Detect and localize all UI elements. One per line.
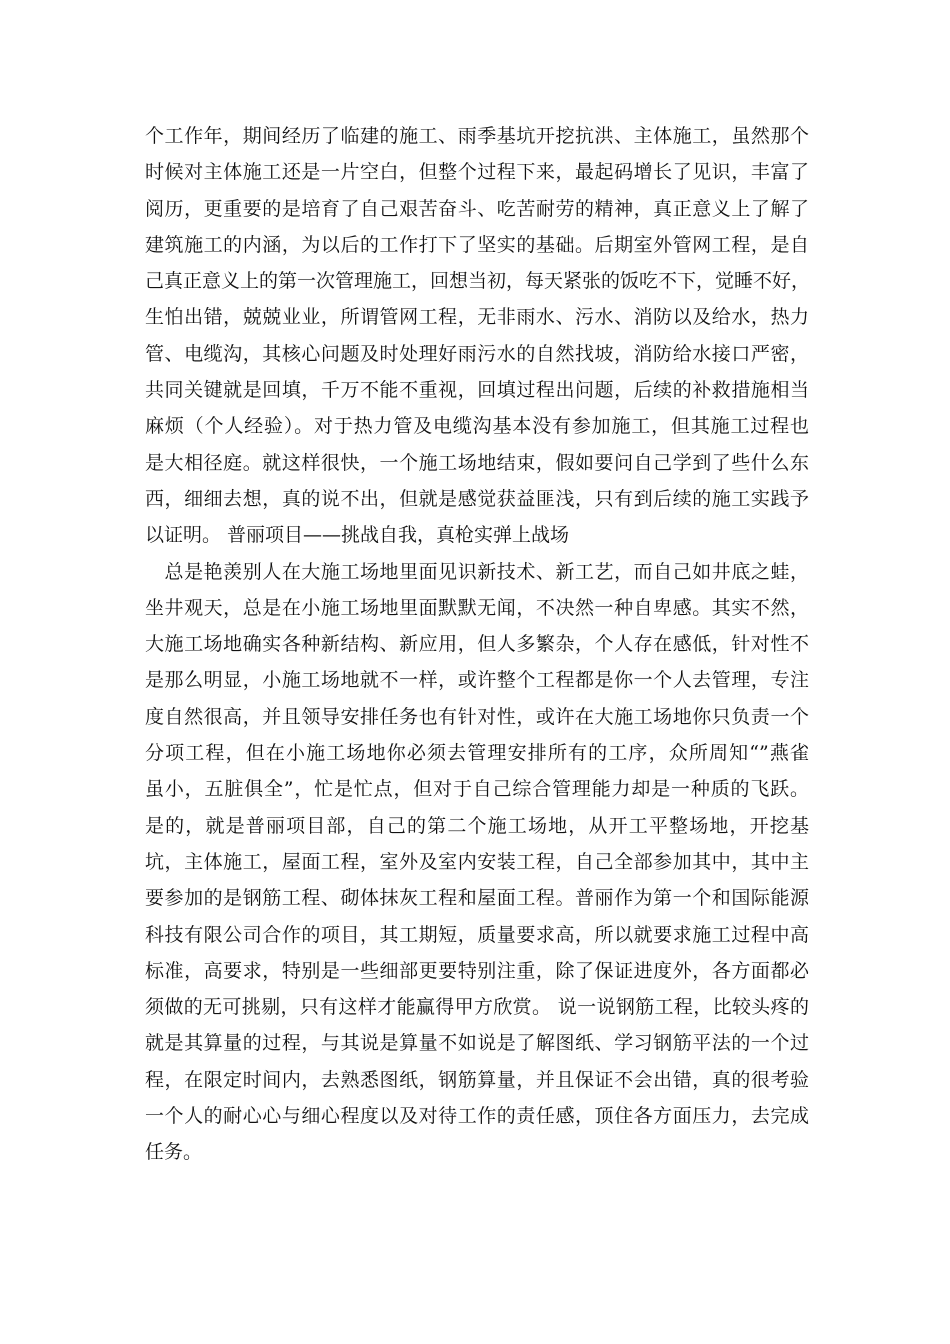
- text-line: 就是其算量的过程，与其说是算量不如说是了解图纸、学习钢筋平法的一个过: [145, 1032, 809, 1055]
- text-line: 须做的无可挑剔，只有这样才能赢得甲方欣赏。 说一说钢筋工程，比较头疼的: [145, 996, 809, 1019]
- text-line: 大施工场地确实各种新结构、新应用，但人多繁杂，个人存在感低，针对性不: [145, 633, 809, 656]
- text-line: 坐井观天，总是在小施工场地里面默默无闻，不决然一种自卑感。其实不然，: [145, 596, 809, 619]
- text-line: 是的，就是普丽项目部，自己的第二个施工场地，从开工平整场地，开挖基: [145, 814, 809, 837]
- text-line: 阅历，更重要的是培育了自己艰苦奋斗、吃苦耐劳的精神，真正意义上了解了: [145, 197, 809, 220]
- text-line: 标准，高要求，特别是一些细部更要特别注重，除了保证进度外，各方面都必: [145, 959, 809, 982]
- text-line: 共同关键就是回填，千万不能不重视，回填过程出问题，后续的补救措施相当: [145, 379, 809, 402]
- text-line: 管、电缆沟，其核心问题及时处理好雨污水的自然找坡，消防给水接口严密，: [145, 342, 809, 365]
- text-line: 是那么明显，小施工场地就不一样，或许整个工程都是你一个人去管理，专注: [145, 669, 809, 692]
- text-line: 时候对主体施工还是一片空白，但整个过程下来，最起码增长了见识，丰富了: [145, 161, 809, 184]
- text-line: 坑，主体施工，屋面工程，室外及室内安装工程，自己全部参加其中，其中主: [145, 850, 809, 873]
- text-line: 任务。: [145, 1141, 203, 1164]
- text-line: 总是艳羡别人在大施工场地里面见识新技术、新工艺，而自己如井底之蛙，: [145, 560, 809, 583]
- text-line: 分项工程，但在小施工场地你必须去管理安排所有的工序，众所周知“”燕雀: [145, 742, 809, 765]
- text-line: 是大相径庭。就这样很快，一个施工场地结束，假如要问自己学到了些什么东: [145, 451, 809, 474]
- text-line: 要参加的是钢筋工程、砌体抹灰工程和屋面工程。普丽作为第一个和国际能源: [145, 887, 809, 910]
- text-line: 以证明。 普丽项目——挑战自我，真枪实弹上战场: [145, 524, 570, 547]
- text-line: 度自然很高，并且领导安排任务也有针对性，或许在大施工场地你只负责一个: [145, 705, 809, 728]
- text-line: 一个人的耐心心与细心程度以及对待工作的责任感，顶住各方面压力，去完成: [145, 1105, 809, 1128]
- text-line: 个工作年，期间经历了临建的施工、雨季基坑开挖抗洪、主体施工，虽然那个: [145, 125, 809, 147]
- text-line: 生怕出错，兢兢业业，所谓管网工程，无非雨水、污水、消防以及给水，热力: [145, 306, 809, 329]
- text-line: 己真正意义上的第一次管理施工，回想当初，每天紧张的饭吃不下，觉睡不好，: [145, 270, 811, 293]
- text-line: 西，细细去想，真的说不出，但就是感觉获益匪浅，只有到后续的施工实践予: [145, 487, 809, 510]
- text-line: 科技有限公司合作的项目，其工期短，质量要求高，所以就要求施工过程中高: [145, 923, 809, 946]
- text-line: 程，在限定时间内，去熟悉图纸，钢筋算量，并且保证不会出错，真的很考验: [145, 1068, 809, 1091]
- text-line: 虽小，五脏俱全”，忙是忙点，但对于自己综合管理能力却是一种质的飞跃。: [145, 778, 809, 801]
- text-line: 麻烦（个人经验）。对于热力管及电缆沟基本没有参加施工，但其施工过程也: [145, 415, 809, 438]
- text-line: 建筑施工的内涵，为以后的工作打下了坚实的基础。后期室外管网工程，是自: [145, 233, 809, 256]
- body-text: [145, 118, 809, 1171]
